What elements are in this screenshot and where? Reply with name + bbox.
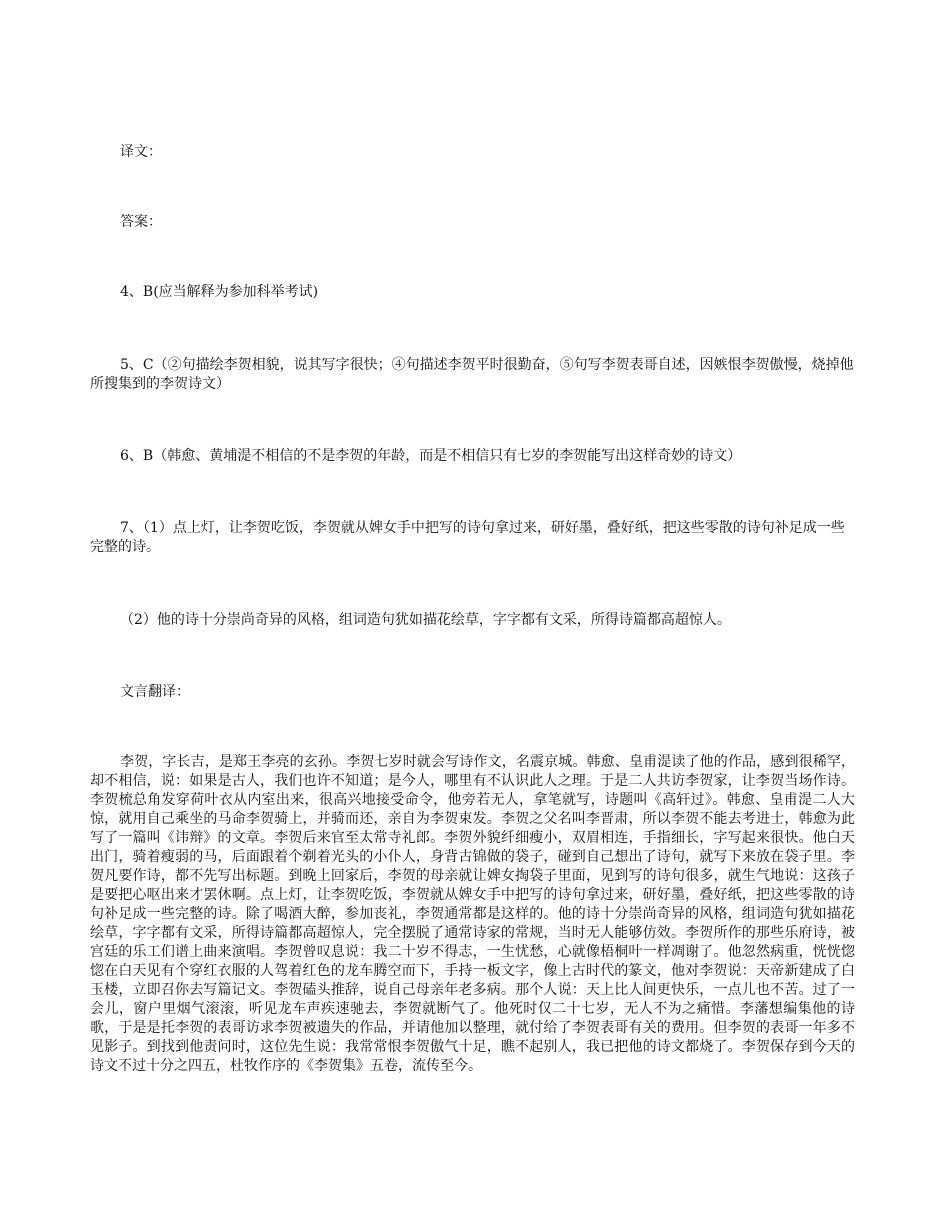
answer-5: 5、C（②句描绘李贺相貌，说其写字很快；④句描述李贺平时很勤奋，⑤句写李贺表哥自述，因嫉恨李贺傲慢，烧掉他所搜集到的李贺诗文） bbox=[90, 357, 854, 392]
answer-6: 6、B（韩愈、黄埔湜不相信的不是李贺的年龄，而是不相信只有七岁的李贺能写出这样奇妙的诗文） bbox=[120, 448, 742, 464]
answer-label: 答案： bbox=[120, 214, 162, 230]
answer-7-part-1: 7、（1）点上灯，让李贺吃饭，李贺就从婢女手中把写的诗句拿过来，研好墨，叠好纸，把这些零散的诗句补足成一些完整的诗。 bbox=[90, 520, 845, 555]
answer-4: 4、B(应当解释为参加科举考试) bbox=[120, 284, 319, 300]
classical-translation-text: 李贺，字长吉，是郑王李亮的玄孙。李贺七岁时就会写诗作文，名震京城。韩愈、皇甫湜读了他的作品，感到很稀罕，却不相信，说：如果是古人，我们也许不知道；是今人，哪里有不认识此人之理。于是二人共访李贺家，让李贺当场作诗。李贺梳总角发穿荷叶衣从内室出来，很高兴地接受命令，他旁若无人，拿笔就写，诗题叫《高轩过》。韩愈、皇甫湜二人大惊，就用自己乘坐的马命李贺骑上，并骑而还，亲自为李贺束发。李贺之父名叫李晋肃，所以李贺不能去考进士，韩愈为此写了一篇叫《讳辩》的文章。李贺后来官至太常寺礼郎。李贺外貌纤细瘦小，双眉相连，手指细长，字写起来很快。他白天出门，骑着瘦弱的马，后面跟着个剃着光头的小仆人，身背古锦做的袋子，碰到自己想出了诗句，就写下来放在袋子里。李贺凡要作诗，都不先写出标题。到晚上回家后，李贺的母亲就让婢女掏袋子里面，见到写的诗句很多，就生气地说：这孩子是要把心呕出来才罢休啊。点上灯，让李贺吃饭，李贺就从婢女手中把写的诗句拿过来，研好墨，叠好纸，把这些零散的诗句补足成一些完整的诗。除了喝酒大醉，参加丧礼，李贺通常都是这样的。他的诗十分崇尚奇异的风格，组词造句犹如描花绘草，字字都有文采，所得诗篇都高超惊人，完全摆脱了通常诗家的常规，当时无人能够仿效。李贺所作的那些乐府诗，被宫廷的乐工们谱上曲来演唱。李贺曾叹息说：我二十岁不得志，一生忧愁，心就像梧桐叶一样凋谢了。他忽然病重，恍恍惚惚在白天见有个穿红衣服的人驾着红色的龙车腾空而下，手持一板文字，像上古时代的篆文，他对李贺说：天帝新建成了白玉楼，立即召你去写篇记文。李贺磕头推辞，说自己母亲年老多病。那个人说：天上比人间更快乐，一点儿也不苦。过了一会儿，窗户里烟气滚滚，听见龙车声疾速驰去，李贺就断气了。他死时仅二十七岁，无人不为之痛惜。李藩想编集他的诗歌，于是是托李贺的表哥访求李贺被遗失的作品，并请他加以整理，就付给了李贺表哥有关的费用。但李贺的表哥一年多不见影子。到找到他责问时，这位先生说：我常常恨李贺傲气十足，瞧不起别人，我已把他的诗文都烧了。李贺保存到今天的诗文不过十分之四五，杜牧作序的《李贺集》五卷，流传至今。 bbox=[90, 754, 855, 1074]
classical-translation-label: 文言翻译： bbox=[120, 684, 190, 700]
translation-label: 译文： bbox=[120, 144, 162, 160]
answer-7-part-2: （2）他的诗十分崇尚奇异的风格，组词造句犹如描花绘草，字字都有文采，所得诗篇都高超惊人。 bbox=[120, 612, 731, 628]
